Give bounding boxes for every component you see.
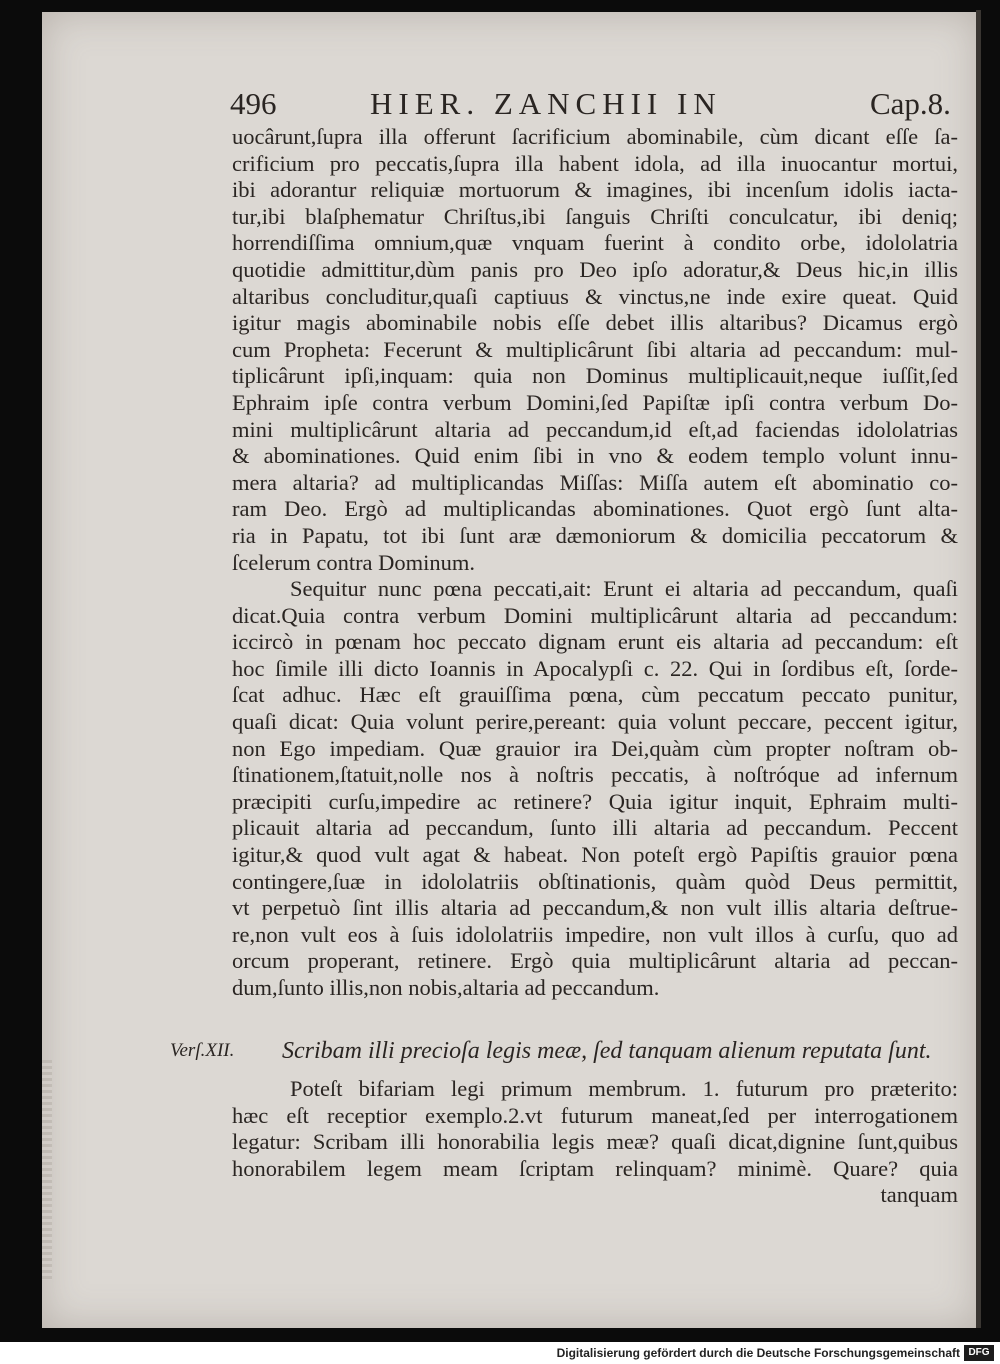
text-line: iccircò in pœnam hoc peccato dignam erunt eis altaria ad peccandum: eſt <box>232 629 958 655</box>
text-line: quotidie admittitur,dùm panis pro Deo ipſo adoratur,& Deus hic,in illis <box>232 256 958 282</box>
text-line: tiplicârunt ipſi,inquam: quia non Dominus multiplicauit,neque iuſſit,ſed <box>232 363 958 389</box>
page-number: 496 <box>230 86 277 121</box>
page-edge-shadow <box>42 1060 52 1280</box>
text-line: cum Propheta: Fecerunt & multiplicârunt ſibi altaria ad peccandum: mul- <box>232 336 958 362</box>
text-line: Sequitur nunc pœna peccati,ait: Erunt ei altaria ad peccandum, quaſi <box>290 576 958 602</box>
text-line: honorabilem legem meam ſcriptam relinquam? minimè. Quare? quia <box>232 1155 958 1181</box>
text-line: plicauit altaria ad peccandum, ſunto illi altaria ad peccandum. Peccent <box>232 815 958 841</box>
text-line: vt perpetuò ſint illis altaria ad peccandum,& non vult illis altaria deſtrue- <box>232 895 958 921</box>
body-text <box>232 124 958 1002</box>
text-line: legatur: Scribam illi honorabilia legis meæ? quaſi dicat,dignine ſunt,quibus <box>232 1129 958 1155</box>
text-line: orcum properant, retinere. Ergò quia multiplicârunt altaria ad peccan- <box>232 948 958 974</box>
text-line: igitur,& quod vult agat & habeat. Non poteſt ergò Papiſtis grauior pœna <box>232 842 958 868</box>
text-line: præcipiti curſu,impedire ac retinere? Quia igitur inquit, Ephraim multi- <box>232 788 958 814</box>
text-line: ſcat adhuc. Hæc eſt grauiſſima pœna, cùm peccatum peccato punitur, <box>232 682 958 708</box>
text-line: Poteſt bifariam legi primum membrum. 1. futurum pro præterito: <box>290 1076 958 1101</box>
chapter-label: Cap.8. <box>870 86 951 121</box>
text-line: & abominationes. Quid enim ſibi in vno & eodem templo volunt innu- <box>232 443 958 469</box>
text-line: mera altaria? ad multiplicandas Miſſas: Miſſa autem eſt abominatio co- <box>232 469 958 495</box>
text-line: hæc eſt receptior exemplo.2.vt futurum maneat,ſed per interrogationem <box>232 1102 958 1128</box>
text-line: dum,ſunto illis,non nobis,altaria ad peccandum. <box>232 975 660 1000</box>
text-line: ſcelerum contra Dominum. <box>232 549 476 575</box>
dfg-logo-icon: DFG <box>964 1345 994 1361</box>
text-line: igitur magis abominabile nobis eſſe debet illis altaribus? Dicamus ergò <box>232 310 958 336</box>
verse-heading: Scribam illi precioſa legis meæ, ſed tanquam alienum reputata ſunt. <box>282 1038 932 1064</box>
footer-bar <box>0 1342 1000 1364</box>
text-line: altaribus concluditur,quaſi captiuus & vinctus,ne inde exire queat. Quid <box>232 283 958 309</box>
text-line: contingere,ſuæ in idololatriis obſtinationis, quàm quòd Deus permittit, <box>232 868 958 894</box>
footer-credit: Digitalisierung gefördert durch die Deutsche Forschungsgemeinschaft <box>556 1346 960 1360</box>
running-title: HIER. ZANCHII IN <box>370 86 722 121</box>
text-line: crificium pro peccatis,ſupra illa habent idola, ad illa inuocantur mortui, <box>232 150 958 176</box>
running-head <box>230 86 960 126</box>
text-line: Ephraim ipſe contra verbum Domini,ſed Papiſtæ ipſi contra verbum Do- <box>232 389 958 415</box>
page-right-edge <box>976 10 981 1328</box>
text-line: ria in Papatu, tot ibi ſunt aræ dæmoniorum & domicilia peccatorum & <box>232 522 958 548</box>
text-line: dicat.Quia contra verbum Domini multiplicârunt altaria ad peccandum: <box>232 602 958 628</box>
text-line: ſtinationem,ſtatuit,nolle nos à noſtris peccatis, à noſtróque ad infernum <box>232 762 958 788</box>
text-line: ibi adorantur reliquiæ mortuorum & imagines, ibi incenſum idolis iacta- <box>232 177 958 203</box>
text-line: uocârunt,ſupra illa offerunt ſacrificium abominabile, cùm dicant eſſe ſa- <box>232 124 958 149</box>
text-line: quaſi dicat: Quia volunt perire,pereant: quia volunt peccare, peccent igitur, <box>232 709 958 735</box>
text-line: re,non vult eos à ſuis idololatriis impedire, non vult illos à curſu, quo ad <box>232 921 958 947</box>
text-line: tur,ibi blaſphematur Chriſtus,ibi ſanguis Chriſti conculcatur, ibi deniq; <box>232 203 958 229</box>
text-line: ram Deo. Ergò ad multiplicandas abominationes. Quot ergò ſunt alta- <box>232 496 958 522</box>
text-line: hoc ſimile illi dicto Ioannis in Apocalypſi c. 22. Qui in ſordibus eſt, ſorde- <box>232 655 958 681</box>
verse-marker: Verſ.XII. <box>170 1040 235 1061</box>
text-line: tanquam <box>880 1182 958 1208</box>
body-text-continued <box>232 1076 958 1209</box>
text-line: mini multiplicârunt altaria ad peccandum,id eſt,ad faciendas idololatrias <box>232 416 958 442</box>
text-line: horrendiſſima omnium,quæ vnquam fuerint à condito orbe, idololatria <box>232 230 958 256</box>
text-line: non Ego impediam. Quæ grauior ira Dei,quàm cùm propter noſtram ob- <box>232 735 958 761</box>
